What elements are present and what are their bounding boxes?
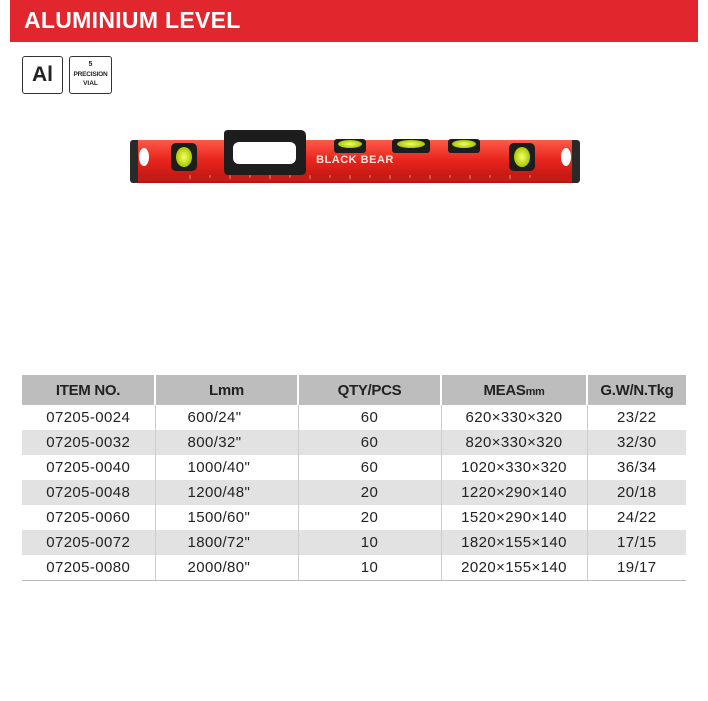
header-weight: G.W/N.Tkg — [587, 375, 686, 405]
cell-length: 1500/60" — [155, 505, 298, 530]
top-vial-3 — [452, 140, 476, 148]
ruler-strip — [138, 175, 572, 181]
cell-length: 2000/80" — [155, 555, 298, 581]
cell-weight: 19/17 — [587, 555, 686, 581]
cell-qty: 60 — [298, 455, 441, 480]
page-title: ALUMINIUM LEVEL — [24, 7, 241, 33]
cell-qty: 10 — [298, 530, 441, 555]
cell-measurement: 1020×330×320 — [441, 455, 587, 480]
left-hang-hole — [139, 148, 149, 166]
spirit-level-image — [130, 130, 580, 188]
cell-length: 1800/72" — [155, 530, 298, 555]
specification-table — [22, 375, 686, 581]
cell-item-no: 07205-0048 — [22, 480, 155, 505]
cell-measurement: 1220×290×140 — [441, 480, 587, 505]
header-qty: QTY/PCS — [298, 375, 441, 405]
vial-count: 5 — [88, 61, 93, 68]
cell-item-no: 07205-0032 — [22, 430, 155, 455]
table-row — [22, 405, 686, 430]
header-length: Lmm — [155, 375, 298, 405]
cell-weight: 36/34 — [616, 459, 657, 476]
table-row — [22, 530, 686, 555]
header-measurement — [441, 375, 587, 405]
cell-measurement: 2020×155×140 — [441, 555, 587, 581]
title-banner — [10, 0, 698, 42]
cell-qty: 20 — [298, 480, 441, 505]
cell-length: 1000/40" — [155, 455, 298, 480]
cell-measurement: 1820×155×140 — [441, 530, 587, 555]
cell-weight: 24/22 — [616, 509, 657, 526]
table-row — [22, 555, 686, 581]
right-hang-hole — [561, 148, 571, 166]
cell-qty: 60 — [298, 430, 441, 455]
cell-weight: 23/22 — [616, 409, 657, 426]
vial-label-line2: VIAL — [83, 80, 98, 87]
cell-measurement: 820×330×320 — [441, 430, 587, 455]
cell-item-no: 07205-0060 — [22, 505, 155, 530]
cell-weight: 32/30 — [587, 430, 686, 455]
cell-qty: 10 — [298, 555, 441, 581]
right-vial — [514, 147, 530, 167]
cell-length: 1200/48" — [155, 480, 298, 505]
table-row — [22, 455, 686, 480]
cell-length: 600/24" — [155, 405, 298, 430]
header-meas-unit: mm — [525, 385, 545, 398]
material-label: Al — [32, 63, 53, 86]
table-row — [22, 505, 686, 530]
cell-item-no: 07205-0072 — [22, 530, 155, 555]
cell-weight: 17/15 — [587, 530, 686, 555]
precision-vial-badge — [69, 56, 112, 94]
header-meas-label: MEAS — [483, 381, 526, 399]
top-vial-1 — [338, 140, 362, 148]
cell-weight: 20/18 — [587, 480, 686, 505]
cell-qty: 60 — [298, 405, 441, 430]
cell-length: 800/32" — [155, 430, 298, 455]
handle-opening — [233, 142, 296, 164]
left-vial — [176, 147, 192, 167]
table-row — [22, 480, 686, 505]
cell-item-no: 07205-0040 — [22, 455, 155, 480]
table-row — [22, 430, 686, 455]
cell-measurement: 620×330×320 — [441, 405, 587, 430]
cell-measurement: 1520×290×140 — [441, 505, 587, 530]
top-vial-2 — [397, 140, 425, 148]
header-item-no: ITEM NO. — [22, 375, 155, 405]
cell-item-no: 07205-0024 — [22, 405, 155, 430]
aluminium-material-badge — [22, 56, 63, 94]
brand-logo-text: BLACK BEAR — [316, 154, 394, 166]
cell-item-no: 07205-0080 — [22, 555, 155, 581]
vial-label-line1: PRECISION — [73, 71, 108, 78]
table-header-row — [22, 375, 686, 405]
cell-qty: 20 — [298, 505, 441, 530]
